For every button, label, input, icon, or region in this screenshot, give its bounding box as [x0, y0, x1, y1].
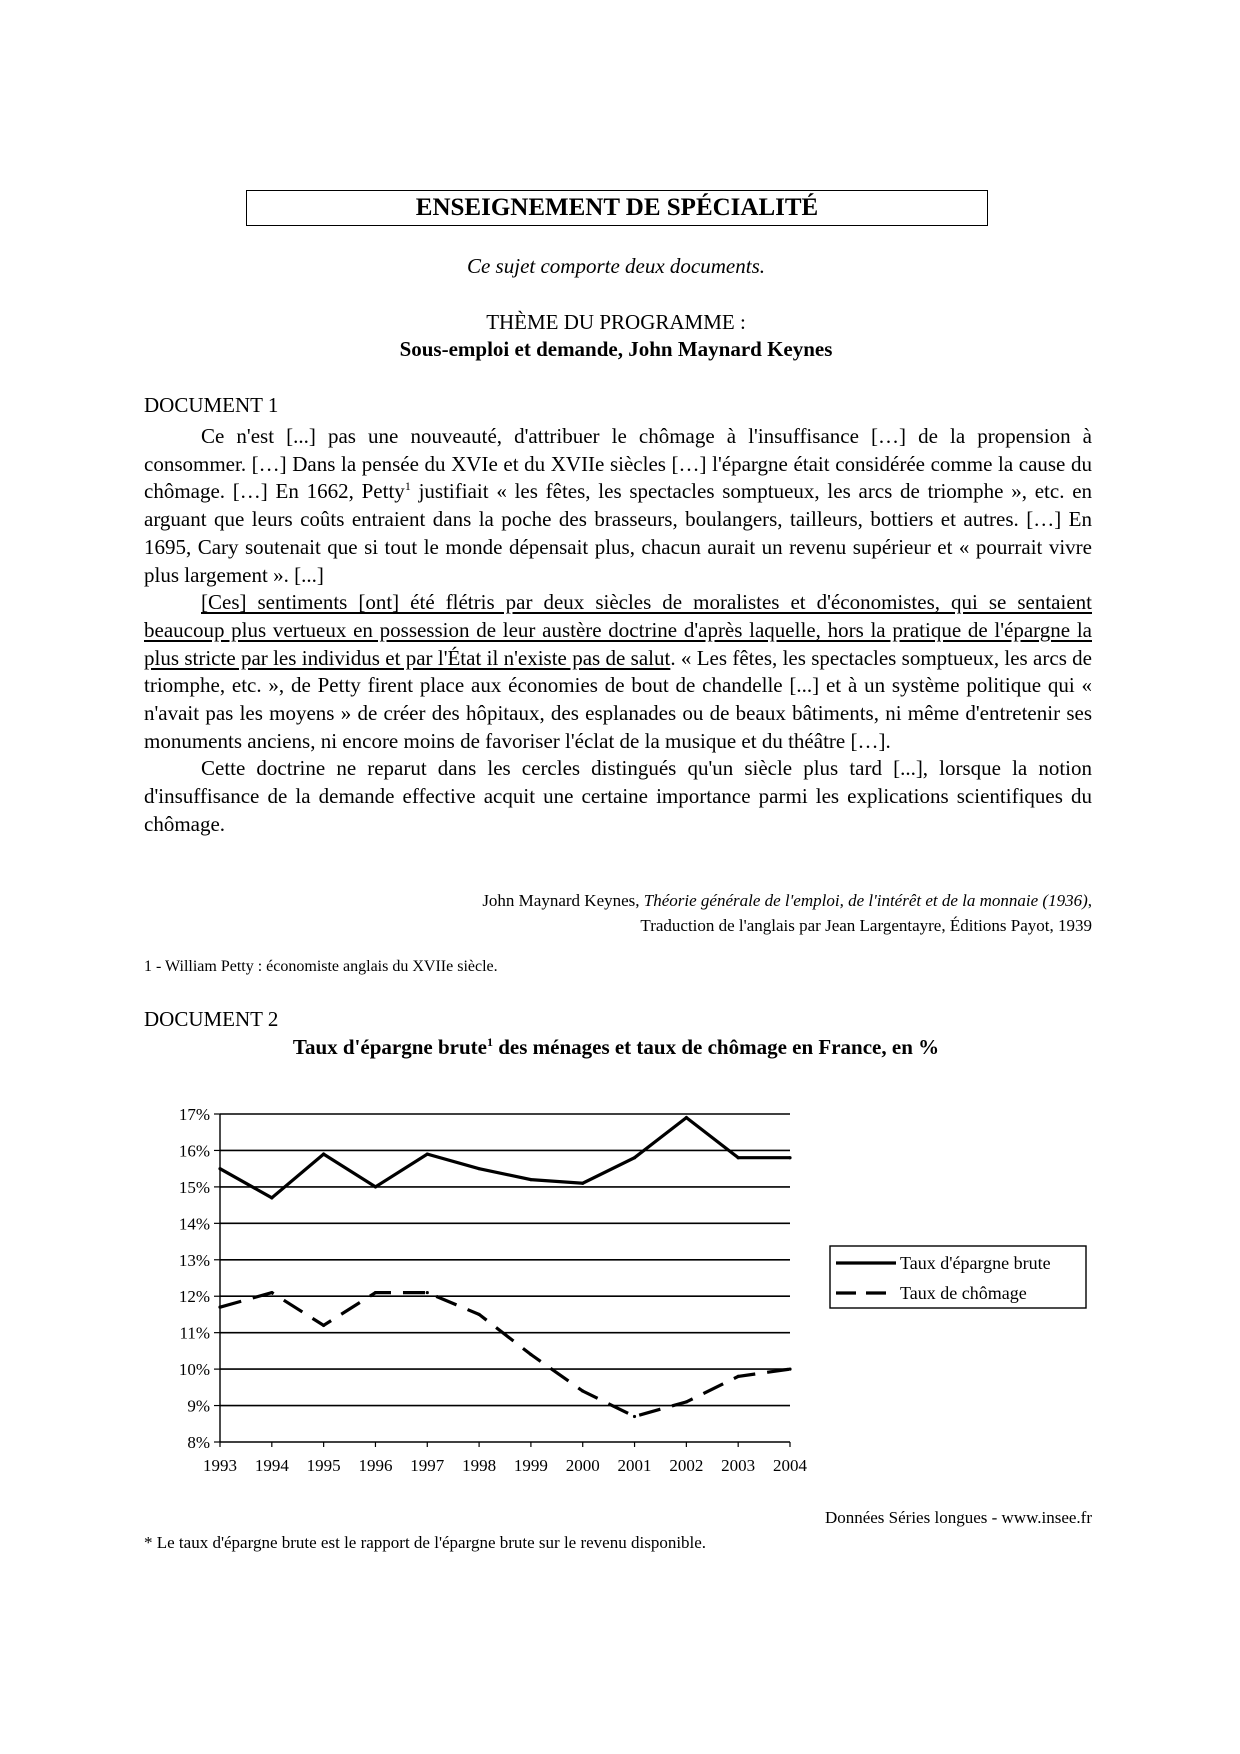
footnote-ref: 1 [404, 479, 411, 494]
point-chomage [322, 1324, 325, 1327]
series-line-epargne [220, 1118, 790, 1198]
point-chomage [788, 1368, 791, 1371]
point-epargne [426, 1152, 429, 1155]
y-tick-label: 9% [187, 1396, 210, 1416]
citation-line-2: Traduction de l'anglais par Jean Largentayre, Éditions Payot, 1939 [640, 916, 1092, 935]
point-epargne [788, 1156, 791, 1159]
paragraph-2-text: . « Les fêtes, les spectacles somptueux, les arcs de triomphe, etc. », de Petty firent place aux économies de bout de chandelle [...] et à un système politique qui « n'avait pas les moyens » de créer des hôpitaux, des esplanades ou de beaux bâtiments, ni même d'entretenir ses monuments anciens, ni encore moins de favoriser l'éclat de la musique et du théâtre […]. [144, 645, 1093, 753]
paragraph-2 [144, 589, 1092, 755]
point-epargne [477, 1167, 480, 1170]
y-tick-label: 12% [178, 1287, 210, 1307]
x-tick-label: 1995 [306, 1456, 341, 1475]
paragraph-1-text-b: justifiait « les fêtes, les spectacles somptueux, les arcs de triomphe », etc. en arguant que leurs coûts entraient dans la poche des brasseurs, boulangers, tailleurs, bottiers et autres. […] En 1695, Cary soutenait que si tout le monde dépensait plus, chacun aurait un revenu supérieur et « pourrait vivre plus largement ». [...] [144, 479, 1093, 587]
point-chomage [529, 1353, 532, 1356]
x-tick-label: 1999 [513, 1456, 548, 1475]
y-tick-label: 15% [178, 1177, 210, 1197]
point-epargne [374, 1185, 377, 1188]
x-tick-label: 1997 [410, 1456, 445, 1475]
x-tick-label: 1998 [462, 1456, 497, 1475]
point-chomage [581, 1389, 584, 1392]
theme-label: THÈME DU PROGRAMME : [486, 310, 746, 334]
point-epargne [322, 1152, 325, 1155]
series-line-chomage [220, 1293, 790, 1417]
x-tick-label: 1996 [358, 1456, 393, 1475]
point-chomage [270, 1291, 273, 1294]
x-tick-label: 2004 [773, 1456, 807, 1475]
point-chomage [477, 1313, 480, 1316]
line-chart [130, 1090, 1090, 1490]
point-chomage [633, 1415, 636, 1418]
page-title: ENSEIGNEMENT DE SPÉCIALITÉ [246, 190, 988, 226]
x-tick-label: 2003 [721, 1456, 756, 1475]
y-tick-label: 13% [178, 1250, 210, 1270]
underlined-passage: [Ces] sentiments [ont] été flétris par deux siècles de moralistes et d'économistes, qui se sentaient beaucoup plus vertueux en possession de leur austère doctrine d'après laquelle, hors la pratique de l'épargne la plus stricte par les individus et par l'État il n'existe pas de salut [144, 590, 1092, 670]
x-tick-label: 2002 [669, 1456, 704, 1475]
paragraph-1 [144, 423, 1092, 589]
point-chomage [218, 1306, 221, 1309]
x-tick-label: 2000 [565, 1456, 600, 1475]
y-tick-label: 17% [178, 1105, 210, 1124]
chart-title-main: Taux d'épargne brute [292, 1035, 487, 1059]
point-epargne [218, 1167, 221, 1170]
document-1-text [144, 423, 1092, 839]
point-epargne [633, 1156, 636, 1159]
point-epargne [270, 1196, 273, 1199]
x-tick-label: 2001 [617, 1456, 652, 1475]
subject-note: Ce sujet comporte deux documents. [466, 254, 765, 278]
y-tick-label: 16% [178, 1141, 210, 1161]
x-tick-label: 1993 [203, 1456, 237, 1475]
citation-line-1 [144, 888, 1092, 913]
citation-title: Théorie générale de l'emploi, de l'intérêt et de la monnaie (1936) [643, 891, 1088, 910]
chart-title-rest: des ménages et taux de chômage en France, en % [492, 1035, 940, 1059]
chart-title-sup: 1 [486, 1035, 493, 1049]
y-tick-label: 10% [178, 1360, 210, 1380]
paragraph-1-text-a: Ce n'est [...] pas une nouveauté, d'attribuer le chômage à l'insuffisance […] de la propension à consommer. […] Dans la pensée du XVIe et du XVIIe siècles […] l'épargne était considérée comme la cause du chômage. […] En 1662, Petty [144, 424, 1092, 504]
footnote-1: 1 - William Petty : économiste anglais du XVIIe siècle. [144, 958, 498, 975]
legend-label-epargne: Taux d'épargne brute [900, 1253, 1051, 1273]
footnote-2: * Le taux d'épargne brute est le rapport de l'épargne brute sur le revenu disponible. [144, 1533, 707, 1552]
point-epargne [529, 1178, 532, 1181]
point-epargne [685, 1116, 688, 1119]
document-1-heading: DOCUMENT 1 [144, 393, 279, 417]
point-epargne [737, 1156, 740, 1159]
x-tick-label: 1994 [254, 1456, 289, 1475]
citation [144, 888, 1092, 938]
y-tick-label: 8% [187, 1433, 210, 1452]
paragraph-3: Cette doctrine ne reparut dans les cercles distingués qu'un siècle plus tard [...], lorsque la notion d'insuffisance de la demande effective acquit une certaine importance parmi les explications scientifiques du chômage. [144, 756, 1092, 836]
point-chomage [685, 1400, 688, 1403]
point-chomage [737, 1375, 740, 1378]
y-tick-label: 11% [179, 1323, 210, 1343]
document-2-heading: DOCUMENT 2 [144, 1007, 279, 1031]
legend-label-chomage: Taux de chômage [900, 1283, 1027, 1303]
y-tick-label: 14% [178, 1214, 210, 1234]
point-chomage [374, 1291, 377, 1294]
point-epargne [581, 1182, 584, 1185]
point-chomage [426, 1291, 429, 1294]
chart-title [0, 1035, 1232, 1060]
citation-author: John Maynard Keynes, [482, 891, 644, 910]
data-source: Données Séries longues - www.insee.fr [824, 1508, 1092, 1527]
citation-comma: , [1087, 891, 1092, 910]
theme-title: Sous-emploi et demande, John Maynard Keynes [399, 337, 833, 361]
